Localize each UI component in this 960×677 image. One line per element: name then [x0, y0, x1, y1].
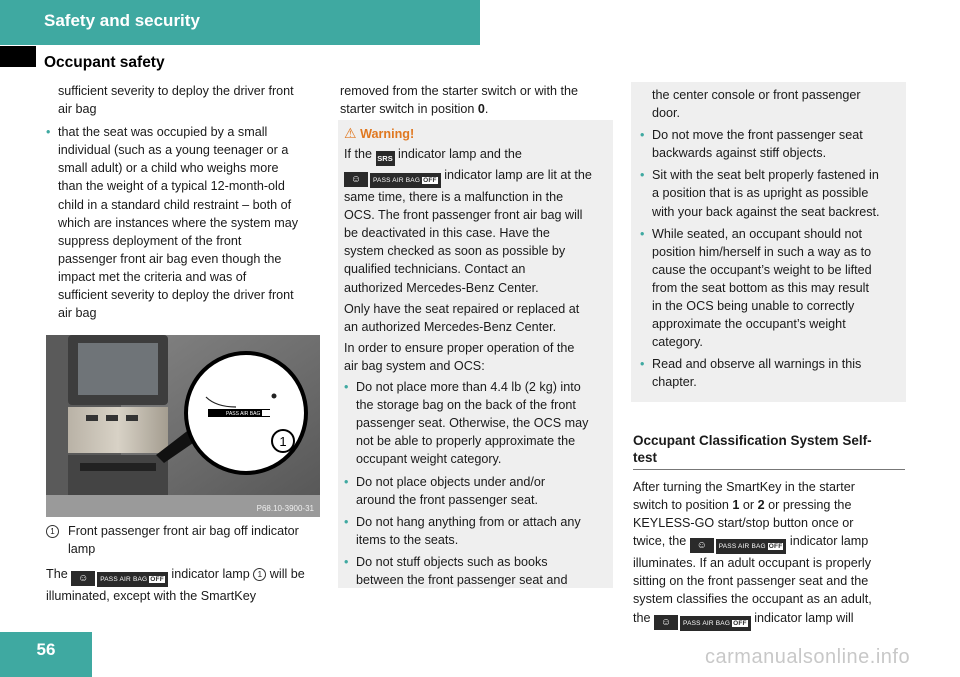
passenger-airbag-off-icon: ☺ PASS AIR BAG OFF — [690, 535, 787, 554]
seat-occupant-icon: ☺ — [690, 538, 714, 553]
warning-content — [344, 124, 610, 589]
dashboard-illustration — [46, 335, 320, 517]
warning-triangle-icon: ⚠ — [344, 125, 357, 141]
warning-bullet: • Do not move the front passenger seat backwards against stiff objects. — [640, 128, 863, 161]
column-3-body — [633, 478, 908, 631]
bullet-dot: • — [344, 554, 349, 569]
srs-icon: SRS — [376, 151, 395, 166]
warning-bullet: • Do not stuff objects such as books between the front passenger seat and — [344, 554, 568, 587]
continued-text: the center console or front passenger door. — [652, 88, 861, 121]
warning-bullet: • Do not place objects under and/or around the front passenger seat. — [344, 474, 546, 507]
warning-para-3: In order to ensure proper operation of the air bag system and OCS: — [344, 340, 575, 373]
watermark: carmanualsonline.info — [705, 646, 911, 668]
warning-para-2: Only have the seat repaired or replaced at an authorized Mercedes-Benz Center. — [344, 301, 580, 334]
seat-occupant-icon: ☺ — [344, 172, 368, 187]
warning-bullet: • Do not place more than 4.4 lb (2 kg) into the storage bag on the back of the front passenger seat. Otherwise, the OCS may not be able to properly approximate the occupant weight category. — [344, 380, 589, 467]
page-number: 56 — [36, 640, 56, 659]
warning-bullet: • Read and observe all warnings in this chapter. — [640, 357, 862, 390]
bullet-dot: • — [640, 128, 645, 143]
dashboard-photo — [46, 335, 320, 517]
bullet-dot: • — [640, 168, 645, 183]
warning-para-1: If the SRS indicator lamp and the ☺ PASS AIR BAG OFF indicator lamp are lit at the same time, there is a malfunction in the OCS. The front passenger front air bag will be deactivated in this case. Have the system checked as soon as possible by qualified technicians. Contact an authorized Mercedes-Benz Center. — [344, 147, 592, 295]
passenger-airbag-off-icon: ☺ PASS AIR BAG OFF — [71, 568, 168, 587]
bullet-dot: • — [640, 226, 645, 241]
photo-code: P68.10-3900-31 — [256, 504, 314, 513]
seat-occupant-icon: ☺ — [71, 571, 95, 586]
section-subtitle: Occupant safety — [44, 54, 165, 71]
column-1-lower — [46, 522, 324, 605]
section-heading: Occupant Classification System Self- test — [633, 432, 905, 470]
warning-bullet: • Do not hang anything from or attach any items to the seats. — [344, 514, 581, 547]
column-1 — [46, 82, 324, 322]
column-3-box-content — [640, 86, 906, 392]
inline-callout: 1 — [253, 568, 266, 581]
bullet-dot: • — [46, 125, 51, 140]
warning-bullet: • Sit with the seat belt properly fastened in a position that is as upright as possible with your back against the seat backrest. — [640, 168, 880, 219]
warning-heading: ⚠ Warning! — [344, 125, 415, 141]
intro-text: sufficient severity to deploy the driver front air bag — [58, 84, 294, 117]
bullet-dot: • — [640, 357, 645, 372]
bullet-dot: • — [344, 474, 349, 489]
bullet-dot: • — [344, 514, 349, 529]
svg-text:PASS AIR BAG: PASS AIR BAG — [226, 411, 261, 417]
caption-callout: 1 — [46, 525, 59, 538]
selftest-paragraph: After turning the SmartKey in the starter switch to position 1 or 2 or pressing the KEYLESS-GO start/stop button once or twice, the ☺ PASS AIR BAG OFF indicator lamp illuminates. If an adult occupant is properly sitting on the front passenger seat and the system classifies the occupant as an adult, the ☺ PASS AIR BAG OFF indicator lamp will — [633, 478, 908, 631]
bullet-dot: • — [344, 380, 349, 395]
passenger-airbag-off-icon: ☺ PASS AIR BAG OFF — [654, 612, 751, 631]
warning-bullet: • While seated, an occupant should not position him/herself in such a way as to cause the occupant’s weight to be lifted from the seat bottom as this may result in the OCS being unable to correctly approximate the occupant’s weight category. — [640, 226, 872, 350]
photo-callout-number: 1 — [279, 434, 287, 449]
column-2-top — [340, 82, 612, 118]
header-tab-marker — [0, 46, 36, 67]
header-title: Safety and security — [44, 11, 200, 30]
bullet-item: • that the seat was occupied by a small individual (such as a young teenager or a small adult) or a child who weighs more than the weight of a typical 12-month-old child in a standard child restraint – both of which are instances where the system may suppress deployment of the front passenger front air bag even though the impact met the criteria and was of sufficient severity to deploy the driver front air bag — [46, 125, 299, 321]
indicator-text: The ☺ PASS AIR BAG OFF indicator lamp 1 will be illuminated, except with the SmartKey — [46, 567, 305, 604]
passenger-airbag-off-icon: ☺ PASS AIR BAG OFF — [344, 169, 441, 188]
continued-text: removed from the starter switch or with the starter switch in position 0. — [340, 84, 578, 117]
seat-occupant-icon: ☺ — [654, 615, 678, 630]
photo-caption: 1 Front passenger front air bag off indicator lamp — [46, 522, 324, 558]
